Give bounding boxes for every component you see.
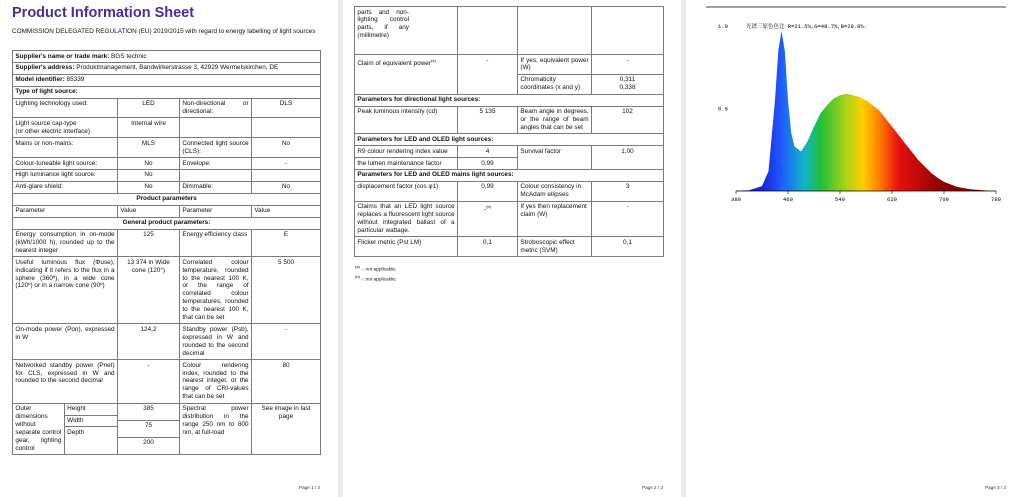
footnote-a-text: -: not applicable;	[361, 267, 397, 273]
lumen-maintenance-value: 0,99	[458, 158, 518, 170]
param-label: Non-directional or directional:	[180, 98, 252, 118]
footnote-a	[355, 264, 396, 274]
param-value: LED	[118, 98, 180, 118]
footnote-a-mark: (a)	[355, 264, 360, 269]
table-row	[13, 257, 321, 324]
chromaticity-label: Chromaticity coordinates (x and y)	[518, 74, 592, 94]
param-label: Networked standby power (Pnet) for CLS, expressed in W and rounded to the second decimal	[13, 360, 118, 404]
table-row	[355, 237, 664, 257]
spectrum-area	[736, 31, 996, 191]
supplier-address: Produktmanagement, Bandwirkerstrasse 3, 42929 Wermelskirchen, DE	[76, 64, 279, 72]
table-row	[355, 146, 664, 158]
page-2	[343, 0, 681, 497]
table-row	[13, 324, 321, 360]
stroboscopic-value: 0,1	[592, 237, 664, 257]
x-tick-label: 780	[991, 196, 1001, 203]
param-label	[180, 118, 252, 138]
footnote-b-text: -: not applicable;	[361, 277, 397, 283]
y-tick-label: 0.5	[718, 105, 728, 113]
footnote-b	[355, 274, 396, 284]
table-row	[355, 169, 664, 181]
equiv-power-yes-value: -	[592, 55, 664, 75]
product-info-table-continued	[354, 6, 664, 257]
r9-label: R9 colour rendering index value	[355, 146, 458, 158]
dimension-name: Height	[65, 404, 117, 416]
stroboscopic-label: Stroboscopic effect metric (SVM)	[518, 237, 592, 257]
param-label: Light source cap-type (or other electric interface)	[13, 118, 118, 138]
beam-angle-value: 102	[592, 106, 664, 134]
param-label: Connected light source (CLS):	[180, 138, 252, 158]
table-row	[13, 118, 321, 138]
param-value: Internal wire	[118, 118, 180, 138]
param-value: DLS	[252, 98, 321, 118]
supplier-address-label: Supplier's address:	[15, 64, 75, 72]
page-footer: Page 1 / 3	[299, 485, 320, 490]
peak-intensity-label: Peak luminous intensity (cd)	[355, 106, 458, 134]
x-tick-label: 460	[783, 196, 793, 203]
mcadam-value: 3	[592, 181, 664, 201]
equiv-power-sup: (a)	[430, 57, 436, 63]
param-value	[252, 118, 321, 138]
supplier-address-row	[13, 62, 321, 74]
survival-factor-value: 1,00	[592, 146, 664, 170]
general-heading: General product parameters:	[13, 217, 321, 229]
regulation-subtitle: COMMISSION DELEGATED REGULATION (EU) 2019/2015 with regard to energy labelling of light sources	[12, 28, 316, 35]
equiv-power-label: Claim of equivalent power	[357, 59, 431, 67]
param-label: Correlated colour temperature, rounded to the nearest 100 K, or the range of correlated colour temperatures, rounded to the nearest 100 K, that can be set	[180, 257, 252, 324]
param-label: Colour-tuneable light source:	[13, 158, 118, 170]
dimension-names	[64, 404, 117, 454]
table-row	[355, 201, 664, 237]
spectrum-chart-svg	[696, 6, 1014, 216]
dims-continued-label: parts and non-lighting control parts, if any (millimetre)	[355, 7, 458, 55]
peak-intensity-value: 5 135	[458, 106, 518, 134]
param-value: -	[118, 360, 180, 404]
param-value: No	[118, 181, 180, 193]
param-label: Energy efficiency class	[180, 229, 252, 257]
param-label: Dimmable:	[180, 181, 252, 193]
page-3	[686, 0, 1024, 497]
dimension-value: 200	[118, 437, 180, 454]
param-value: MLS	[118, 138, 180, 158]
product-params-heading: Product parameters	[13, 193, 321, 205]
product-params-heading-row	[13, 193, 321, 205]
equiv-power-value: -	[458, 55, 518, 95]
replacement-label: If yes then replacement claim (W)	[518, 201, 592, 237]
dimension-value: 385	[118, 403, 180, 420]
table-row	[355, 106, 664, 134]
param-value: 125	[118, 229, 180, 257]
supplier-name-row	[13, 51, 321, 63]
spectrum-chart	[696, 6, 1014, 216]
param-label: On-mode power (Pon), expressed in W	[13, 324, 118, 360]
param-label: Colour rendering index, rounded to the nearest integer, or the range of CRI-values that can be set	[180, 360, 252, 404]
footnote-b-mark: (b)	[355, 274, 360, 279]
dimensions-cell	[13, 403, 118, 454]
table-row	[13, 181, 321, 193]
chromaticity-x: 0,311	[619, 76, 636, 84]
type-heading: Type of light source:	[13, 86, 321, 98]
mains-heading: Parameters for LED and OLED mains light sources:	[355, 169, 664, 181]
y-tick-label: 1.0	[718, 23, 728, 30]
table-row	[355, 94, 664, 106]
param-label: Standby power (Psb), expressed in W and rounded to the second decimal	[180, 324, 252, 360]
param-value: -	[252, 324, 321, 360]
param-value: -	[252, 158, 321, 170]
param-value: 5 500	[252, 257, 321, 324]
param-label: Useful luminous flux (Φuse), indicating if it refers to the flux in a sphere (360º), in a wide cone (120º) or in a narrow cone (90º)	[13, 257, 118, 324]
r9-value: 4	[458, 146, 518, 158]
x-tick-label: 380	[731, 196, 741, 203]
dimensions-label: Outer dimensions without separate control gear, lighting control	[15, 405, 62, 452]
led-heading: Parameters for LED and OLED light sources:	[355, 134, 664, 146]
claims-label: Claims that an LED light source replaces a fluorescent light source without integrated ballast of a particular wattage.	[355, 201, 458, 237]
spd-value: See image in last page	[252, 403, 321, 454]
param-value: 80	[252, 360, 321, 404]
table-row	[13, 403, 321, 420]
param-value: No	[252, 138, 321, 158]
param-label: Lighting technology used:	[13, 98, 118, 118]
param-value: No	[252, 181, 321, 193]
document-title: Product Information Sheet	[12, 5, 195, 21]
flicker-value: 0,1	[458, 237, 518, 257]
beam-angle-label: Beam angle in degrees, or the range of beam angles that can be set	[518, 106, 592, 134]
table-row	[355, 134, 664, 146]
col-param-header: Parameter	[180, 205, 252, 217]
table-row	[13, 360, 321, 404]
model-row	[13, 74, 321, 86]
param-value: E	[252, 229, 321, 257]
param-label	[180, 169, 252, 181]
dimension-name: Depth	[67, 428, 85, 436]
x-tick-label: 540	[835, 196, 845, 203]
param-label: Mains or non-mains:	[13, 138, 118, 158]
page-footer: Page 3 / 3	[985, 485, 1006, 490]
lumen-maintenance-label: the lumen maintenance factor	[355, 158, 458, 170]
param-value: No	[118, 158, 180, 170]
col-param-header: Parameter	[13, 205, 118, 217]
claims-sup: (b)	[486, 204, 492, 210]
table-row	[355, 181, 664, 201]
dimension-value: 75	[118, 420, 180, 437]
displacement-label: displacement factor (cos φ1)	[355, 181, 458, 201]
spd-label: Spectral power distribution in the range 250 nm to 800 nm, at full-load	[180, 403, 252, 454]
param-value: 124,2	[118, 324, 180, 360]
table-row	[355, 7, 664, 55]
dimension-name: Width	[65, 416, 117, 428]
table-row	[13, 169, 321, 181]
table-row	[13, 138, 321, 158]
type-heading-row	[13, 86, 321, 98]
supplier-name: BGS technic	[111, 52, 147, 60]
param-label: Energy consumption in on-mode (kWh/1000 h), rounded up to the nearest integer	[13, 229, 118, 257]
chart-title: 光谱三原色色比 R=21.5%,G=48.7%,B=29.8%.	[746, 23, 868, 30]
table-row	[13, 229, 321, 257]
table-row	[13, 98, 321, 118]
product-info-table	[12, 50, 321, 455]
param-label: High luminance light source:	[13, 169, 118, 181]
page-1	[0, 0, 338, 497]
chromaticity-y: 0,338	[619, 84, 636, 92]
table-row	[13, 158, 321, 170]
x-tick-label: 700	[939, 196, 949, 203]
col-value-header: Value	[118, 205, 180, 217]
mcadam-label: Colour consistency in McAdam ellipses	[518, 181, 592, 201]
column-header-row	[13, 205, 321, 217]
claims-value: -	[483, 206, 487, 214]
survival-factor-label: Survival factor	[518, 146, 592, 170]
flicker-label: Flicker metric (Pst LM)	[355, 237, 458, 257]
directional-heading: Parameters for directional light sources:	[355, 94, 664, 106]
model-label: Model identifier:	[15, 76, 65, 84]
x-tick-label: 620	[887, 196, 897, 203]
param-value: 13 374 in Wide cone (120°)	[118, 257, 180, 324]
page-footer: Page 2 / 3	[642, 485, 663, 490]
model-identifier: 85339	[66, 76, 85, 84]
replacement-value: -	[592, 201, 664, 237]
general-heading-row	[13, 217, 321, 229]
displacement-value: 0,99	[458, 181, 518, 201]
param-label: Anti-glare shield:	[13, 181, 118, 193]
col-value-header: Value	[252, 205, 321, 217]
equiv-power-yes-label: If yes, equivalent power (W)	[518, 55, 592, 75]
param-label: Envelope:	[180, 158, 252, 170]
supplier-name-label: Supplier's name or trade mark:	[15, 52, 110, 60]
param-value: No	[118, 169, 180, 181]
param-value	[252, 169, 321, 181]
table-row	[355, 55, 664, 75]
